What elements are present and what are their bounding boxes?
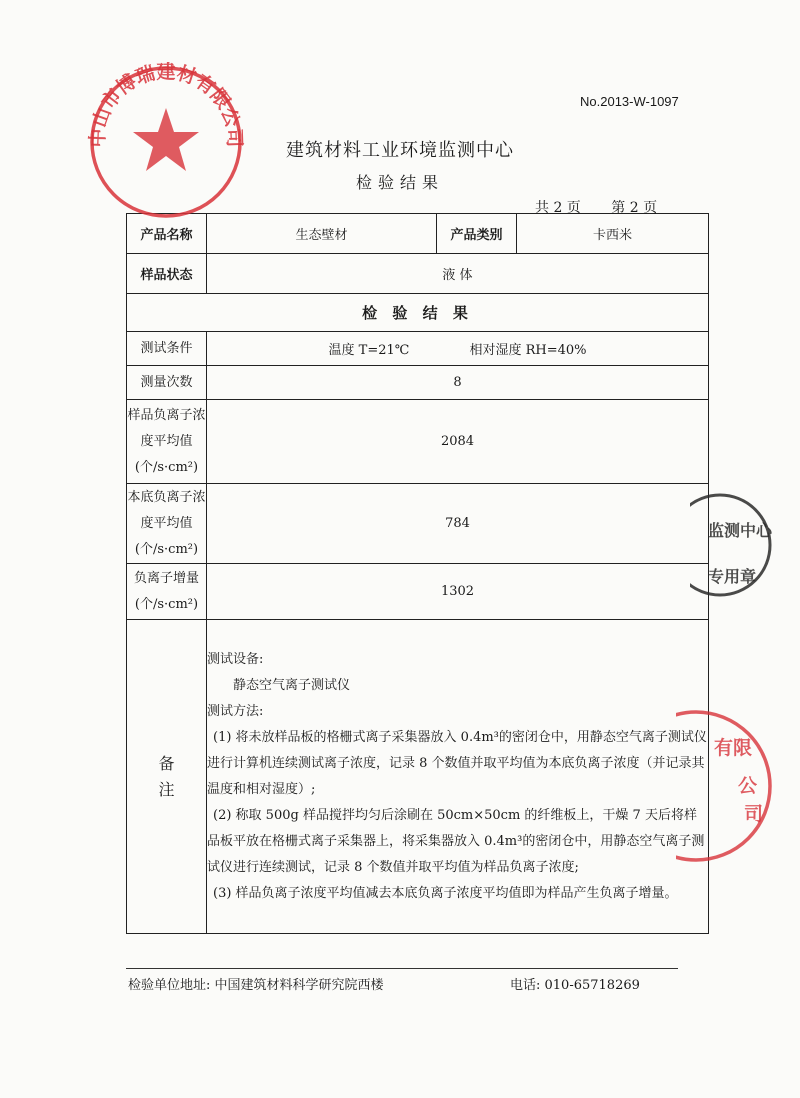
increase-label-line2: (个/s·cm²) [134, 596, 199, 612]
increase-value: 1302 [207, 564, 709, 620]
product-category-label: 产品类别 [437, 214, 517, 254]
svg-text:有限: 有限 [714, 737, 753, 759]
sample-concentration-value: 2084 [207, 400, 709, 484]
footer-address: 检验单位地址: 中国建筑材料科学研究院西楼 [128, 978, 384, 993]
notes-content [207, 620, 709, 934]
method-step-3: (3) 样品负离子浓度平均值减去本底负离子浓度平均值即为样品产生负离子增量。 [213, 885, 678, 901]
increase-label-line1: 负离子增量 [133, 570, 199, 586]
company-seal-partial-stamp [676, 706, 800, 866]
background-label-line1: 本底负离子浓 [127, 489, 206, 505]
document-number: No.2013-W-1097 [580, 94, 679, 109]
organization-name: 建筑材料工业环境监测中心 [286, 140, 514, 161]
background-concentration-value: 784 [207, 484, 709, 564]
state-row [127, 254, 709, 294]
humidity-value: 相对湿度 RH=40% [469, 343, 587, 358]
notes-row [127, 620, 709, 934]
conditions-label: 测试条件 [127, 332, 207, 366]
product-name-label: 产品名称 [127, 214, 207, 254]
page-current: 第 2 页 [611, 200, 658, 216]
count-row [127, 366, 709, 400]
sample-label-line2: 度平均值 [140, 433, 193, 449]
background-label-line3: (个/s·cm²) [134, 541, 199, 557]
method-step-2: (2) 称取 500g 样品搅拌均匀后涂刷在 50cm×50cm 的纤维板上，干燥 7 天后将样品板平放在格栅式离子采集器上，将采集器放入 0.4m³的密闭仓中，用静态空气离子测试仪进行连续测试，记录 8 个数值并取平均值为样品负离子浓度; [207, 807, 705, 875]
svg-text:监测中心: 监测中心 [708, 521, 773, 540]
notes-label-char1: 备 [158, 753, 175, 773]
conditions-row [127, 332, 709, 366]
svg-text:司: 司 [744, 803, 764, 825]
product-name-value: 生态壁材 [207, 214, 437, 254]
conditions-value [207, 332, 709, 366]
increase-row [127, 564, 709, 620]
svg-text:中山市博瑞建材有限公司: 中山市博瑞建材有限公司 [86, 62, 246, 148]
sample-state-label: 样品状态 [127, 254, 207, 294]
svg-text:专用章: 专用章 [708, 567, 757, 586]
notes-label-char2: 注 [158, 779, 175, 799]
sample-concentration-label [127, 400, 207, 484]
section-title: 检 验 结 果 [127, 294, 709, 332]
count-label: 测量次数 [127, 366, 207, 400]
method-heading: 测试方法: [207, 703, 264, 719]
sample-state-value: 液 体 [207, 254, 709, 294]
footer-phone: 电话: 010-65718269 [510, 978, 640, 993]
svg-text:公: 公 [738, 775, 758, 797]
background-concentration-row [127, 484, 709, 564]
background-concentration-label [127, 484, 207, 564]
increase-label [127, 564, 207, 620]
page-total: 共 2 页 [535, 200, 581, 216]
equipment-heading: 测试设备: [207, 651, 264, 667]
equipment-name: 静态空气离子测试仪 [233, 677, 351, 693]
results-table [126, 213, 709, 934]
footer-divider [126, 968, 678, 969]
company-seal-stamp [86, 62, 246, 222]
section-row [127, 294, 709, 332]
center-seal-partial-stamp [690, 490, 800, 600]
document-title: 检验结果 [355, 173, 444, 192]
count-value: 8 [207, 366, 709, 400]
product-category-value: 卡西米 [517, 214, 709, 254]
method-step-1: (1) 将未放样品板的格栅式离子采集器放入 0.4m³的密闭仓中，用静态空气离子测试仪进行计算机连续测试离子浓度，记录 8 个数值并取平均值为本底负离子浓度（并记录其温度和相对湿度）; [207, 729, 707, 797]
temperature-value: 温度 T=21℃ [328, 343, 410, 358]
background-label-line2: 度平均值 [140, 515, 193, 531]
sample-label-line3: (个/s·cm²) [134, 459, 199, 475]
sample-label-line1: 样品负离子浓 [127, 407, 206, 423]
notes-label [127, 620, 207, 934]
sample-concentration-row [127, 400, 709, 484]
